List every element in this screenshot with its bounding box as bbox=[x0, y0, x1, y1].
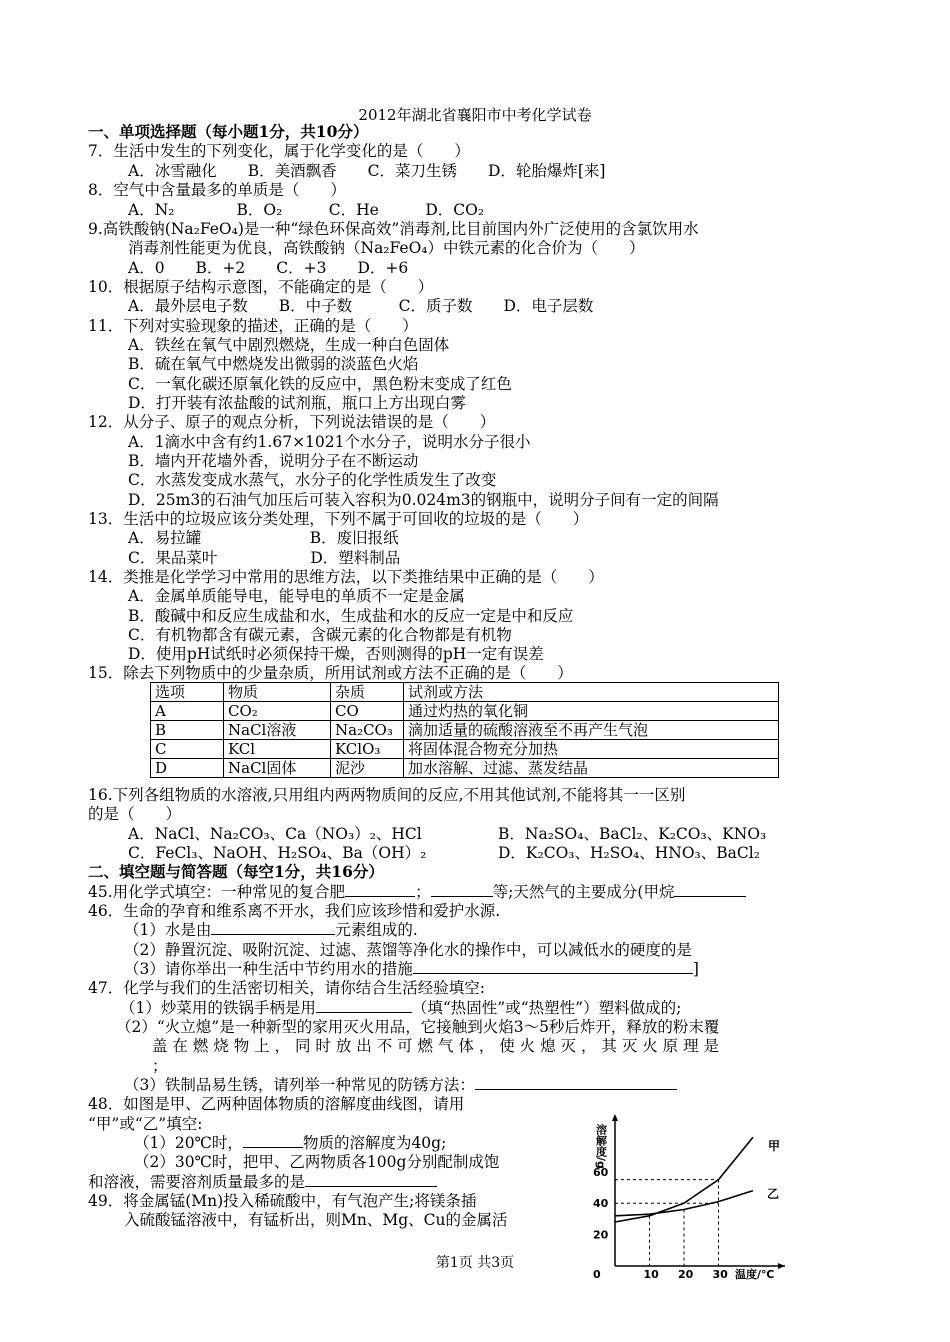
table-cell: 加水溶解、过滤、蒸发结晶 bbox=[404, 759, 779, 778]
table-cell: 滴加适量的硫酸溶液至不再产生气泡 bbox=[404, 721, 779, 740]
table-cell: B bbox=[151, 721, 224, 740]
table-cell: C bbox=[151, 740, 224, 759]
question-14-option-d: D．使用pH试纸时必须保持干燥，否则测得的pH一定有误差 bbox=[128, 645, 544, 663]
question-12-option-b: B．墙内开花墙外香，说明分子在不断运动 bbox=[128, 452, 419, 470]
answer-blank[interactable] bbox=[431, 882, 493, 897]
table-cell: Na₂CO₃ bbox=[331, 721, 404, 740]
question-16-option-c: C．FeCl₃、NaOH、H₂SO₄、Ba（OH）₂ bbox=[128, 844, 427, 862]
table-header-cell: 试剂或方法 bbox=[404, 683, 779, 702]
question-14-option-c: C．有机物都含有碳元素，含碳元素的化合物都是有机物 bbox=[128, 626, 512, 644]
question-48-part-2-text: 和溶液，需要溶剂质量最多的是 bbox=[88, 1173, 306, 1191]
table-header-cell: 物质 bbox=[224, 683, 331, 702]
answer-blank[interactable] bbox=[413, 959, 693, 974]
question-15-table bbox=[150, 682, 779, 778]
series-label-1: 甲 bbox=[768, 1139, 781, 1153]
question-11: 11．下列对实验现象的描述，正确的是（ ） bbox=[88, 317, 418, 335]
answer-blank[interactable] bbox=[475, 1075, 677, 1090]
question-8: 8．空气中含量最多的单质是（ ） bbox=[88, 181, 346, 199]
question-47-part-1 bbox=[120, 998, 681, 1018]
x-tick-label: 10 bbox=[643, 1268, 659, 1280]
table-header-cell: 杂质 bbox=[331, 683, 404, 702]
question-46-part-3-end: ] bbox=[692, 960, 699, 978]
question-16-option-d: D．K₂CO₃、H₂SO₄、HNO₃、BaCl₂ bbox=[498, 844, 760, 862]
question-13-options-ab: A．易拉罐 B．废旧报纸 bbox=[128, 529, 399, 547]
table-cell: NaCl溶液 bbox=[224, 721, 331, 740]
x-tick-label: 30 bbox=[712, 1268, 728, 1280]
question-47-part-1-text: （1）炒菜用的铁锅手柄是用 bbox=[120, 999, 316, 1017]
question-16-option-a: A．NaCl、Na₂CO₃、Ca（NO₃）₂、HCl bbox=[128, 825, 422, 843]
x-axis-label: 温度/℃ bbox=[735, 1268, 775, 1280]
question-9-options: A．0 B．+2 C．+3 D．+6 bbox=[128, 259, 409, 277]
page-footer: 第1页 共3页 bbox=[435, 1255, 515, 1271]
question-16-line-1: 16.下列各组物质的水溶液,只用组内两两物质间的反应,不用其他试剂,不能将其一一区别 bbox=[88, 786, 686, 804]
y-tick-label: 60 bbox=[593, 1165, 609, 1179]
question-45 bbox=[88, 882, 746, 902]
question-7: 7．生活中发生的下列变化，属于化学变化的是（ ） bbox=[88, 142, 470, 160]
question-47-part-3 bbox=[124, 1075, 677, 1095]
question-47-part-1-text-2: （填“热固性”或“热塑性”）塑料做成的; bbox=[411, 999, 682, 1017]
question-11-option-d: D．打开装有浓盐酸的试剂瓶，瓶口上方出现白雾 bbox=[128, 394, 466, 412]
question-46-part-1-text: （1）水是由 bbox=[124, 921, 212, 939]
table-cell: D bbox=[151, 759, 224, 778]
table-cell: 将固体混合物充分加热 bbox=[404, 740, 779, 759]
question-47-part-2-line-3: ； bbox=[152, 1057, 168, 1075]
question-16-line-2: 的是（ ） bbox=[88, 805, 182, 823]
table-header-cell: 选项 bbox=[151, 683, 224, 702]
question-13-options-cd: C．果品菜叶 D．塑料制品 bbox=[128, 549, 401, 567]
question-15: 15．除去下列物质中的少量杂质，所用试剂或方法不正确的是（ ） bbox=[88, 664, 573, 682]
section-heading-1: 一、单项选择题（每小题1分，共10分） bbox=[88, 122, 369, 141]
question-8-options: A．N₂ B．O₂ C．He D．CO₂ bbox=[128, 201, 485, 219]
x-tick-label: 0 bbox=[593, 1268, 601, 1280]
question-14-option-b: B．酸碱中和反应生成盐和水，生成盐和水的反应一定是中和反应 bbox=[128, 607, 574, 625]
question-14-option-a: A．金属单质能导电，能导电的单质不一定是金属 bbox=[128, 587, 465, 605]
table-row bbox=[151, 759, 779, 778]
table-cell: 泥沙 bbox=[331, 759, 404, 778]
question-49-line-1: 49．将金属锰(Mn)投入稀硫酸中，有气泡产生;将镁条插 bbox=[88, 1192, 477, 1210]
question-48-line-1: 48．如图是甲、乙两种固体物质的溶解度曲线图，请用 bbox=[88, 1095, 465, 1113]
question-46-part-2: （2）静置沉淀、吸附沉淀、过滤、蒸馏等净化水的操作中，可以减低水的硬度的是 bbox=[124, 941, 692, 959]
table-row bbox=[151, 740, 779, 759]
y-tick-label: 20 bbox=[593, 1228, 609, 1242]
question-9-line-2: 消毒剂性能更为优良，高铁酸钠（Na₂FeO₄）中铁元素的化合价为（ ） bbox=[128, 239, 645, 257]
question-12-option-c: C．水蒸发变成水蒸气，水分子的化学性质发生了改变 bbox=[128, 471, 497, 489]
question-47: 47．化学与我们的生活密切相关，请你结合生活经验填空: bbox=[88, 979, 485, 997]
question-7-options: A．冰雪融化 B．美酒飘香 C．菜刀生锈 D．轮胎爆炸[来] bbox=[128, 162, 606, 180]
question-48-part-1-text-2: 物质的溶解度为40g; bbox=[302, 1134, 447, 1152]
question-46: 46．生命的孕育和维系离不开水，我们应该珍惜和爱护水源. bbox=[88, 902, 501, 920]
x-tick-label: 20 bbox=[678, 1268, 694, 1280]
answer-blank[interactable] bbox=[305, 1172, 437, 1187]
y-tick-label: 40 bbox=[593, 1197, 609, 1211]
answer-blank[interactable] bbox=[243, 1133, 303, 1148]
section-heading-2: 二、填空题与简答题（每空1分，共16分） bbox=[88, 862, 384, 881]
answer-blank[interactable] bbox=[316, 998, 412, 1013]
page-title: 2012年湖北省襄阳市中考化学试卷 bbox=[358, 106, 592, 124]
table-header-row bbox=[151, 683, 779, 702]
question-47-part-2-line-1: （2）“火立熄”是一种新型的家用灭火用品，它接触到火焰3～5秒后炸开，释放的粉末覆 bbox=[116, 1018, 720, 1036]
question-46-part-1 bbox=[124, 920, 418, 940]
table-row bbox=[151, 721, 779, 740]
question-45-text-3: 等;天然气的主要成分(甲烷 bbox=[492, 883, 675, 901]
question-48-part-2-line-2 bbox=[88, 1172, 437, 1192]
question-11-option-c: C．一氧化碳还原氧化铁的反应中，黑色粉末变成了红色 bbox=[128, 375, 512, 393]
question-47-part-2-line-2: 盖 在 燃 烧 物 上 ， 同 时 放 出 不 可 燃 气 体 ， 使 火 熄 灭 ， 其 灭 火 原 理 是 bbox=[152, 1037, 720, 1055]
question-10-options: A．最外层电子数 B．中子数 C．质子数 D．电子层数 bbox=[128, 297, 594, 315]
question-11-option-b: B．硫在氧气中燃烧发出微弱的淡蓝色火焰 bbox=[128, 355, 419, 373]
answer-blank[interactable] bbox=[211, 920, 335, 935]
table-cell: NaCl固体 bbox=[224, 759, 331, 778]
answer-blank[interactable] bbox=[674, 882, 746, 897]
question-11-option-a: A．铁丝在氧气中剧烈燃烧，生成一种白色固体 bbox=[128, 336, 450, 354]
question-45-text-2: ； bbox=[415, 883, 431, 901]
question-46-part-3 bbox=[124, 959, 699, 979]
question-48-part-2-line-1: （2）30℃时，把甲、乙两物质各100g分别配制成饱 bbox=[134, 1153, 500, 1171]
question-13: 13．生活中的垃圾应该分类处理，下列不属于可回收的垃圾的是（ ） bbox=[88, 510, 589, 528]
question-48-part-1 bbox=[134, 1133, 446, 1153]
table-cell: CO bbox=[331, 702, 404, 721]
question-49-line-2: 入硫酸锰溶液中，有锰析出，则Mn、Mg、Cu的金属活 bbox=[124, 1211, 508, 1229]
y-axis-arrow bbox=[612, 1114, 618, 1121]
question-45-text-1: 45.用化学式填空：一种常见的复合肥 bbox=[88, 883, 346, 901]
question-12-option-d: D．25m3的石油气加压后可装入容积为0.024m3的钢瓶中，说明分子间有一定的间隔 bbox=[128, 491, 719, 509]
table-cell: 通过灼热的氧化铜 bbox=[404, 702, 779, 721]
table-cell: KClO₃ bbox=[331, 740, 404, 759]
table-cell: KCl bbox=[224, 740, 331, 759]
y-axis-label: 溶解度/g bbox=[594, 1124, 608, 1169]
question-48-line-2: “甲”或“乙”填空: bbox=[88, 1115, 203, 1133]
question-10: 10．根据原子结构示意图，不能确定的是（ ） bbox=[88, 278, 434, 296]
question-12-option-a: A．1滴水中含有约1.67×1021个水分子，说明水分子很小 bbox=[128, 433, 531, 451]
series-label-2: 乙 bbox=[767, 1187, 780, 1201]
answer-blank[interactable] bbox=[345, 882, 415, 897]
question-48-part-1-text: （1）20℃时， bbox=[134, 1134, 243, 1152]
question-9-line-1: 9.高铁酸钠(Na₂FeO₄)是一种“绿色环保高效”消毒剂,比目前国内外广泛使用的含氯饮用水 bbox=[88, 220, 699, 238]
table-cell: A bbox=[151, 702, 224, 721]
question-47-part-3-text: （3）铁制品易生锈，请列举一种常见的防锈方法： bbox=[124, 1076, 475, 1094]
question-46-part-3-text: （3）请你举出一种生活中节约用水的措施 bbox=[124, 960, 413, 978]
table-cell: CO₂ bbox=[224, 702, 331, 721]
question-16-option-b: B．Na₂SO₄、BaCl₂、K₂CO₃、KNO₃ bbox=[498, 825, 767, 843]
question-46-part-1-text-2: 元素组成的. bbox=[335, 921, 418, 939]
question-14: 14．类推是化学学习中常用的思维方法，以下类推结果中正确的是（ ） bbox=[88, 568, 604, 586]
question-12: 12．从分子、原子的观点分析，下列说法错误的是（ ） bbox=[88, 413, 496, 431]
table-row bbox=[151, 702, 779, 721]
